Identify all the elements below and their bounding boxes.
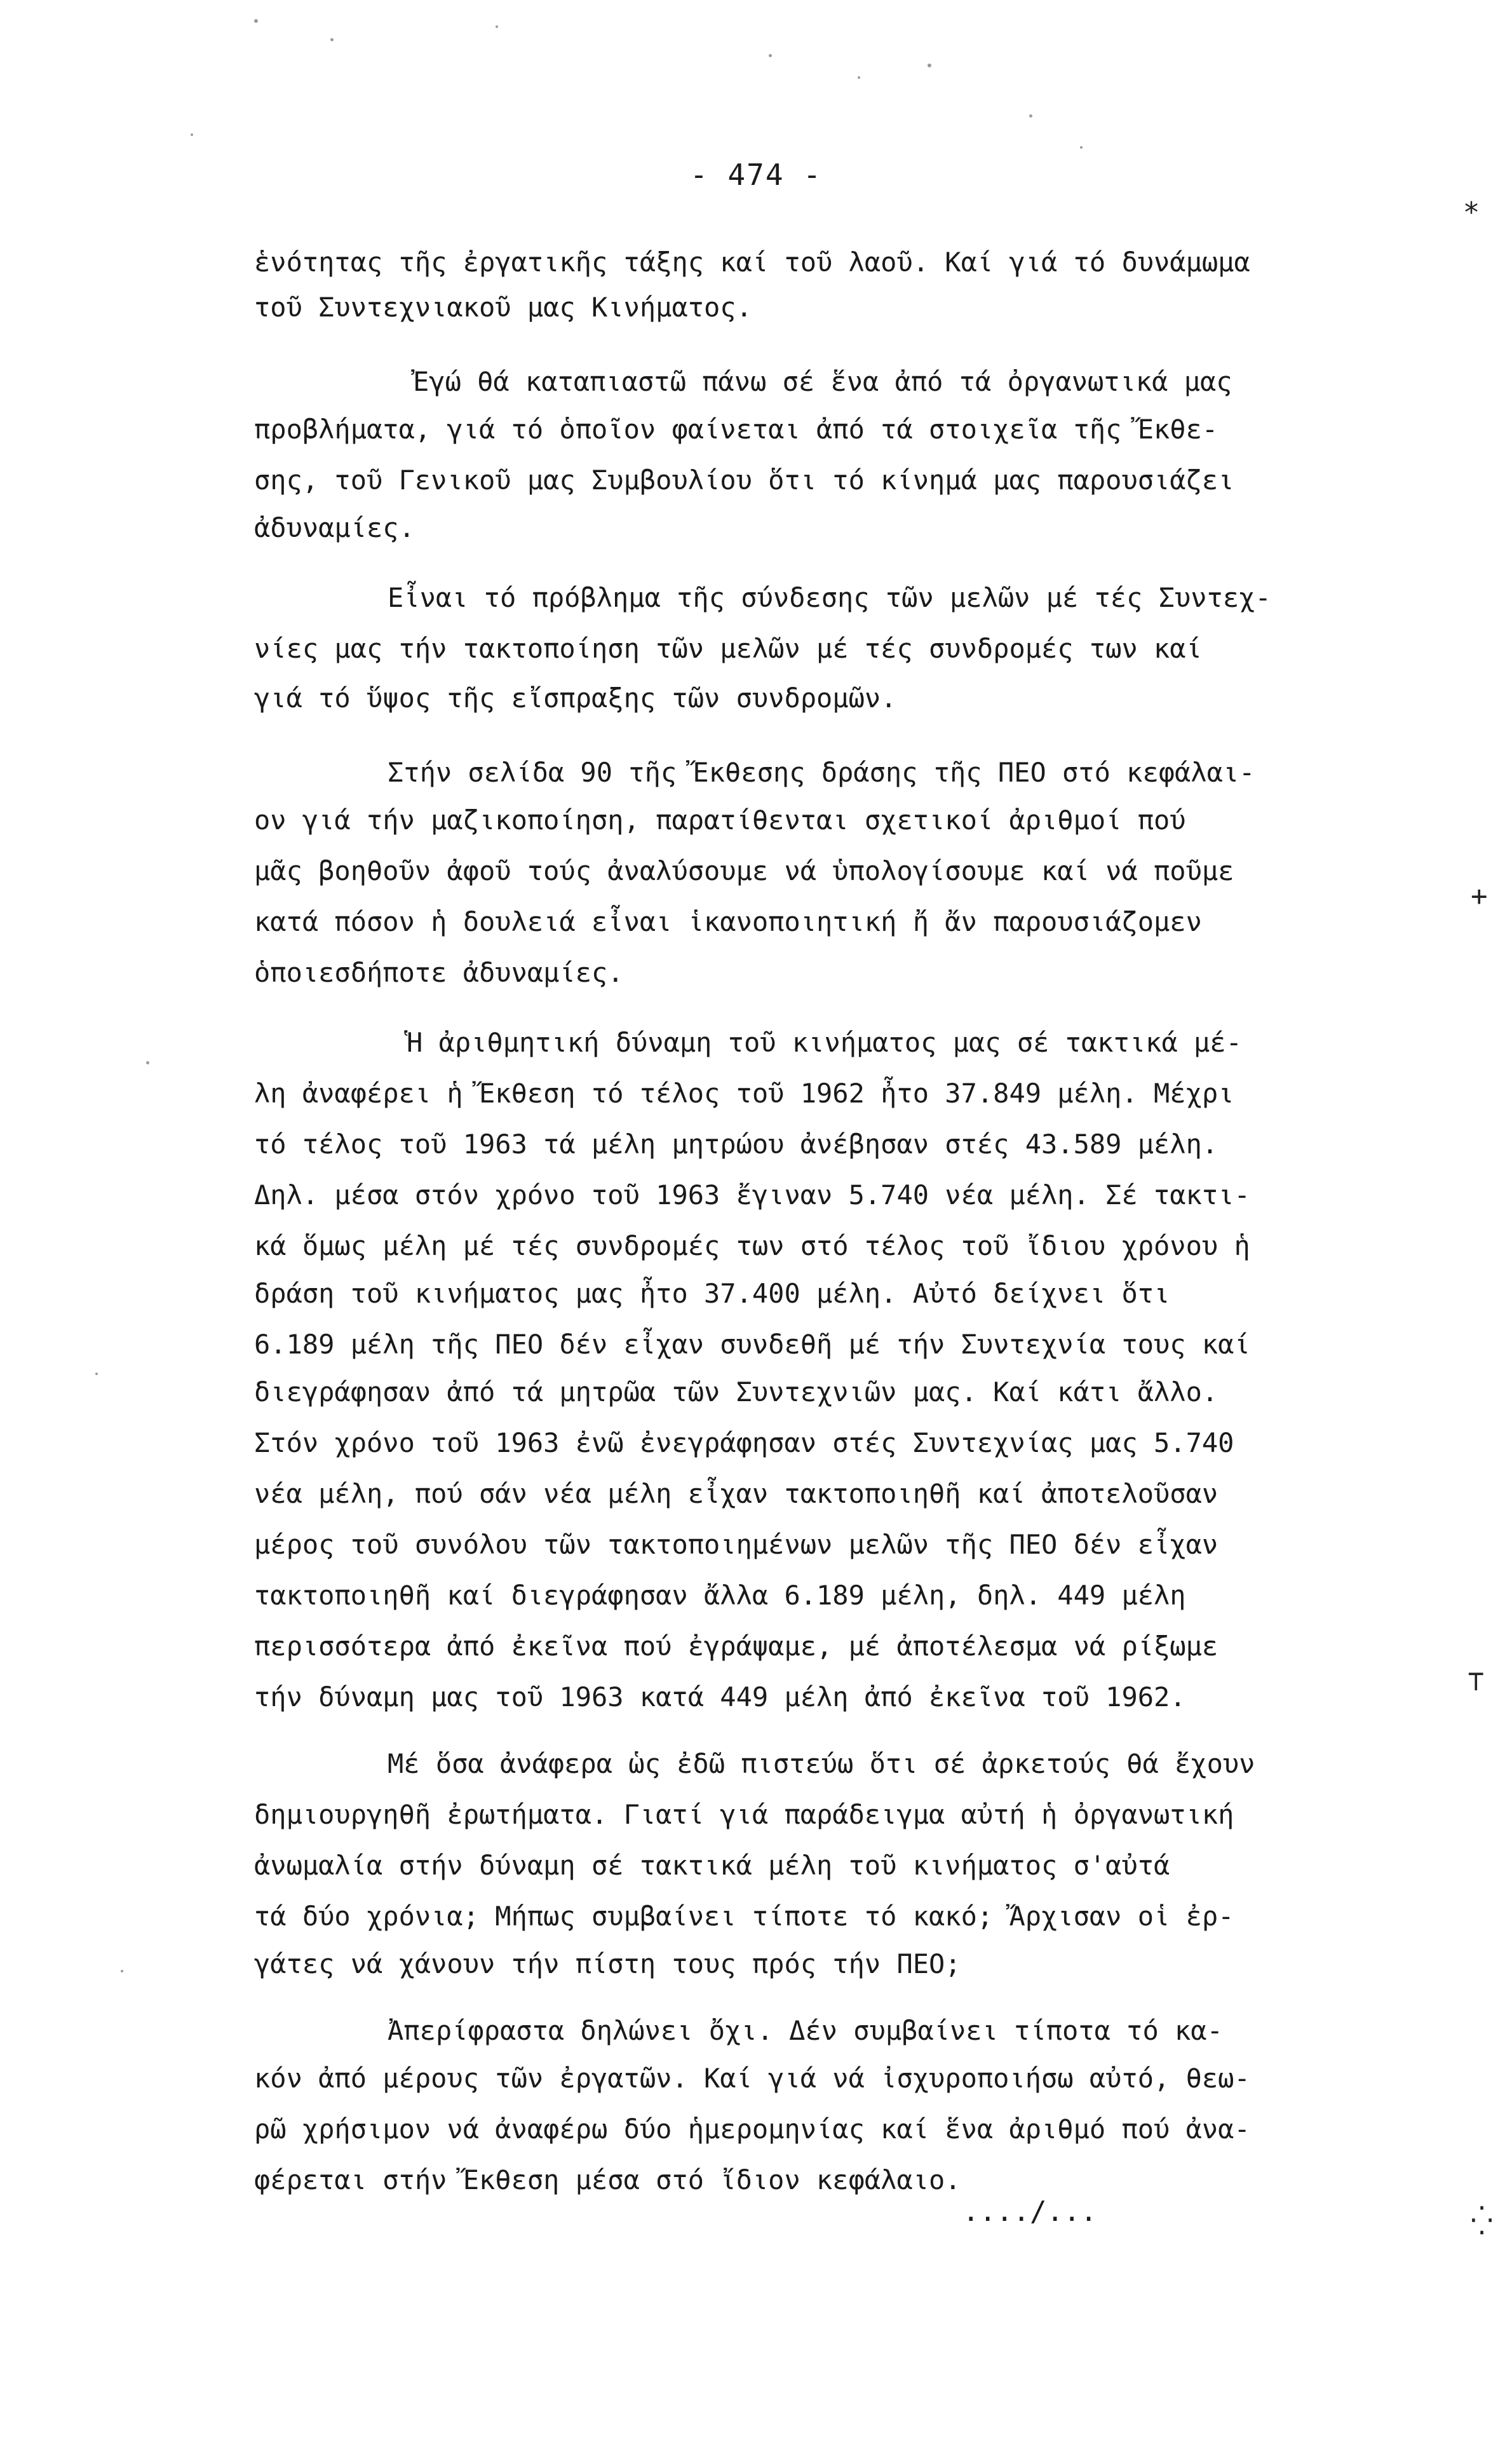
- page-number: - 474 -: [690, 158, 822, 192]
- text-line: κόν ἀπό μέρους τῶν ἐργατῶν. Καί γιά νά ἰσχυροποιήσω αὐτό, θεω-: [254, 2063, 1250, 2094]
- text-line: 6.189 μέλη τῆς ΠΕΟ δέν εἶχαν συνδεθῆ μέ τήν Συντεχνία τους καί: [254, 1329, 1250, 1360]
- text-line: διεγράφησαν ἀπό τά μητρῶα τῶν Συντεχνιῶν μας. Καί κάτι ἄλλο.: [254, 1376, 1218, 1408]
- text-line: ἑνότητας τῆς ἐργατικῆς τάξης καί τοῦ λαοῦ. Καί γιά τό δυνάμωμα: [254, 247, 1250, 278]
- text-line: γάτες νά χάνουν τήν πίστη τους πρός τήν ΠΕΟ;: [254, 1948, 961, 1979]
- text-line: Μέ ὅσα ἀνάφερα ὡς ἐδῶ πιστεύω ὅτι σέ ἀρκετούς θά ἔχουν: [388, 1748, 1255, 1779]
- text-line: κά ὅμως μέλη μέ τές συνδρομές των στό τέλος τοῦ ἴδιου χρόνου ἡ: [254, 1230, 1250, 1261]
- text-line: τά δύο χρόνια; Μήπως συμβαίνει τίποτε τό κακό; Ἄρχισαν οἱ ἐρ-: [254, 1901, 1234, 1932]
- text-line: Δηλ. μέσα στόν χρόνο τοῦ 1963 ἔγιναν 5.740 νέα μέλη. Σέ τακτι-: [254, 1179, 1250, 1211]
- text-line: ἀδυναμίες.: [254, 512, 415, 543]
- margin-mark-top: ⁎: [1464, 187, 1478, 220]
- text-line: ἀνωμαλία στήν δύναμη σέ τακτικά μέλη τοῦ κινήματος σ'αὐτά: [254, 1850, 1170, 1881]
- text-line: Στόν χρόνο τοῦ 1963 ἐνῶ ἐνεγράφησαν στές Συντεχνίας μας 5.740: [254, 1427, 1234, 1458]
- text-line: νέα μέλη, πού σάν νέα μέλη εἶχαν τακτοποιηθῆ καί ἀποτελοῦσαν: [254, 1478, 1218, 1509]
- text-line: γιά τό ὕψος τῆς εἴσπραξης τῶν συνδρομῶν.: [254, 682, 897, 714]
- text-line: Στήν σελίδα 90 τῆς Ἔκθεσης δράσης τῆς ΠΕΟ στό κεφάλαι-: [388, 757, 1255, 788]
- text-line: δράση τοῦ κινήματος μας ἦτο 37.400 μέλη. Αὐτό δείχνει ὅτι: [254, 1278, 1170, 1309]
- margin-mark-middle: +: [1471, 880, 1488, 912]
- text-line: Ἐγώ θά καταπιαστῶ πάνω σέ ἕνα ἀπό τά ὀργανωτικά μας: [413, 366, 1232, 397]
- text-line: Εἶναι τό πρόβλημα τῆς σύνδεσης τῶν μελῶν μέ τές Συντεχ-: [388, 582, 1271, 613]
- text-line: Ἀπερίφραστα δηλώνει ὄχι. Δέν συμβαίνει τίποτα τό κα-: [388, 2015, 1223, 2046]
- text-line: ὁποιεσδήποτε ἀδυναμίες.: [254, 957, 624, 988]
- margin-mark-bottom: ⁛: [1471, 2205, 1494, 2237]
- text-line: ον γιά τήν μαζικοποίηση, παρατίθενται σχετικοί ἀριθμοί πού: [254, 804, 1186, 836]
- text-line: μέρος τοῦ συνόλου τῶν τακτοποιημένων μελῶν τῆς ΠΕΟ δέν εἶχαν: [254, 1529, 1218, 1560]
- text-line: δημιουργηθῆ ἐρωτήματα. Γιατί γιά παράδειγμα αὐτή ἡ ὀργανωτική: [254, 1799, 1234, 1830]
- text-line: φέρεται στήν Ἔκθεση μέσα στό ἴδιον κεφάλαιο.: [254, 2164, 961, 2195]
- text-line: σης, τοῦ Γενικοῦ μας Συμβουλίου ὅτι τό κίνημά μας παρουσιάζει: [254, 465, 1234, 496]
- text-line: μᾶς βοηθοῦν ἀφοῦ τούς ἀναλύσουμε νά ὑπολογίσουμε καί νά ποῦμε: [254, 855, 1234, 886]
- text-line: περισσότερα ἀπό ἐκεῖνα πού ἐγράψαμε, μέ ἀποτέλεσμα νά ρίξωμε: [254, 1631, 1218, 1662]
- continuation-mark: ..../...: [962, 2195, 1097, 2228]
- text-line: τοῦ Συντεχνιακοῦ μας Κινήματος.: [254, 292, 752, 323]
- text-line: Ἡ ἀριθμητική δύναμη τοῦ κινήματος μας σέ τακτικά μέ-: [407, 1027, 1242, 1058]
- text-line: νίες μας τήν τακτοποίηση τῶν μελῶν μέ τές συνδρομές των καί: [254, 633, 1202, 664]
- text-line: τακτοποιηθῆ καί διεγράφησαν ἄλλα 6.189 μέλη, δηλ. 449 μέλη: [254, 1580, 1186, 1611]
- text-line: τήν δύναμη μας τοῦ 1963 κατά 449 μέλη ἀπό ἐκεῖνα τοῦ 1962.: [254, 1681, 1186, 1713]
- text-line: τό τέλος τοῦ 1963 τά μέλη μητρώου ἀνέβησαν στές 43.589 μέλη.: [254, 1129, 1218, 1160]
- margin-mark-lower: ⊤: [1468, 1665, 1485, 1697]
- text-line: λη ἀναφέρει ἡ Ἔκθεση τό τέλος τοῦ 1962 ἦτο 37.849 μέλη. Μέχρι: [254, 1078, 1234, 1109]
- text-line: κατά πόσον ἡ δουλειά εἶναι ἱκανοποιητική ἤ ἄν παρουσιάζομεν: [254, 906, 1202, 937]
- text-line: προβλήματα, γιά τό ὁποῖον φαίνεται ἀπό τά στοιχεῖα τῆς Ἔκθε-: [254, 414, 1218, 445]
- text-line: ρῶ χρήσιμον νά ἀναφέρω δύο ἡμερομηνίας καί ἕνα ἀριθμό πού ἀνα-: [254, 2113, 1250, 2145]
